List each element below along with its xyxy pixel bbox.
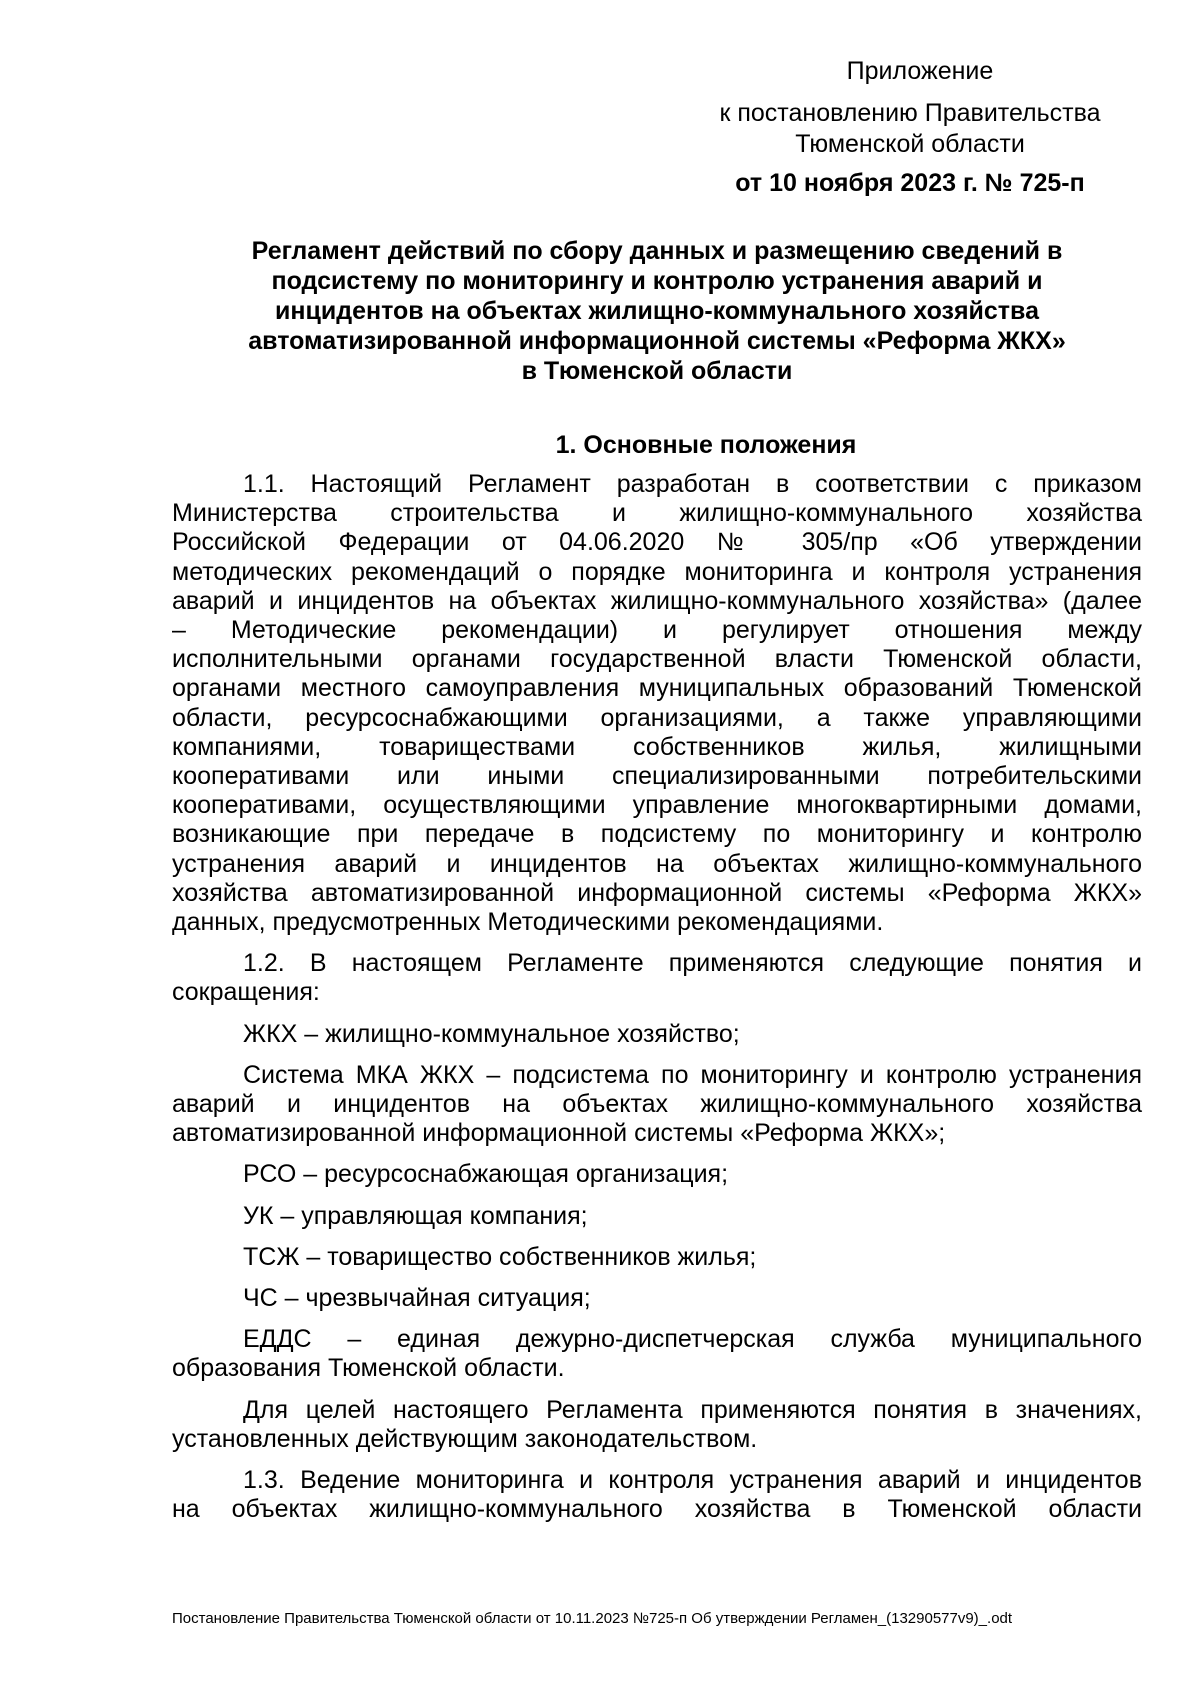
- text-line: – Методические рекомендации) и регулирует отношения между: [172, 616, 1142, 645]
- text-line: 1.2. В настоящем Регламенте применяются следующие понятия и: [243, 949, 1142, 978]
- title-line: автоматизированной информационной системы «Реформа ЖКХ»: [248, 327, 1066, 355]
- title-line: Регламент действий по сбору данных и размещению сведений в: [251, 237, 1063, 265]
- text-line: образования Тюменской области.: [172, 1354, 565, 1383]
- text-line: данных, предусмотренных Методическими рекомендациями.: [172, 908, 884, 937]
- text-line: Министерства строительства и жилищно-коммунального хозяйства: [172, 499, 1142, 528]
- definition-chs: [172, 1284, 1142, 1313]
- paragraph-goals: [172, 1396, 1142, 1454]
- text-line: автоматизированной информационной системы «Реформа ЖКХ»;: [172, 1119, 946, 1148]
- text-line: аварий и инцидентов на объектах жилищно-коммунального хозяйства» (далее: [172, 586, 1142, 615]
- definition-uk: [172, 1202, 1142, 1231]
- text-line: ЕДДС – единая дежурно-диспетчерская служба муниципального: [243, 1325, 1142, 1354]
- paragraph-1-1: [172, 470, 1142, 937]
- title-line: подсистему по мониторингу и контролю устранения аварий и: [271, 267, 1043, 295]
- text-line: 1.3. Ведение мониторинга и контроля устранения аварий и инцидентов: [243, 1466, 1142, 1495]
- text-line: сокращения:: [172, 978, 320, 1007]
- definition-mka: [172, 1061, 1142, 1149]
- text-line: Для целей настоящего Регламента применяются понятия в значениях,: [243, 1395, 1142, 1424]
- definition-tszh: [172, 1243, 1142, 1272]
- text-line: исполнительными органами государственной власти Тюменской области,: [172, 645, 1142, 674]
- appendix-reference: [700, 98, 1120, 160]
- paragraph-1-3: [172, 1466, 1142, 1524]
- paragraph-1-2: [172, 949, 1142, 1007]
- section-heading: 1. Основные положения: [555, 431, 857, 459]
- title-line: инцидентов на объектах жилищно-коммунального хозяйства: [275, 297, 1039, 325]
- appendix-title: Приложение: [846, 57, 994, 85]
- text-line: кооперативами, осуществляющими управление многоквартирными домами,: [172, 791, 1142, 820]
- text-line: ЧС – чрезвычайная ситуация;: [243, 1284, 591, 1313]
- appendix-reference-line: к постановлению Правительства: [719, 99, 1101, 127]
- document-title: [172, 236, 1142, 386]
- definition-edds: [172, 1325, 1142, 1383]
- text-line: аварий и инцидентов на объектах жилищно-коммунального хозяйства: [172, 1090, 1142, 1119]
- text-line: установленных действующим законодательством.: [172, 1424, 758, 1453]
- definition-zhkh: [172, 1020, 1142, 1049]
- text-line: области, ресурсоснабжающими организациями, а также управляющими: [172, 703, 1142, 732]
- text-line: устранения аварий и инцидентов на объектах жилищно-коммунального: [172, 849, 1142, 878]
- text-line: Система МКА ЖКХ – подсистема по мониторингу и контролю устранения: [243, 1060, 1142, 1089]
- text-line: УК – управляющая компания;: [243, 1201, 588, 1230]
- text-line: ТСЖ – товарищество собственников жилья;: [243, 1242, 757, 1271]
- text-line: возникающие при передаче в подсистему по мониторингу и контролю: [172, 820, 1142, 849]
- document-body: [172, 470, 1142, 1525]
- text-line: методических рекомендаций о порядке мониторинга и контроля устранения: [172, 557, 1142, 586]
- text-line: кооперативами или иными специализированными потребительскими: [172, 762, 1142, 791]
- text-line: Российской Федерации от 04.06.2020 № 305/пр «Об утверждении: [172, 528, 1142, 557]
- text-line: компаниями, товариществами собственников жилья, жилищными: [172, 732, 1142, 761]
- appendix-reference-line: Тюменской области: [795, 130, 1025, 158]
- appendix-date: от 10 ноября 2023 г. № 725-п: [735, 169, 1085, 197]
- text-line: хозяйства автоматизированной информационной системы «Реформа ЖКХ»: [172, 878, 1142, 907]
- definition-rso: [172, 1160, 1142, 1189]
- text-line: 1.1. Настоящий Регламент разработан в соответствии с приказом: [243, 470, 1142, 498]
- text-line: ЖКХ – жилищно-коммунальное хозяйство;: [243, 1019, 740, 1048]
- text-line: органами местного самоуправления муниципальных образований Тюменской: [172, 674, 1142, 703]
- title-line: в Тюменской области: [521, 357, 793, 385]
- page-footer: Постановление Правительства Тюменской области от 10.11.2023 №725-п Об утверждении Регламен_(13290577v9)_.odt: [172, 1610, 1013, 1627]
- text-line: РСО – ресурсоснабжающая организация;: [243, 1160, 729, 1189]
- text-line: на объектах жилищно-коммунального хозяйства в Тюменской области: [172, 1495, 1142, 1524]
